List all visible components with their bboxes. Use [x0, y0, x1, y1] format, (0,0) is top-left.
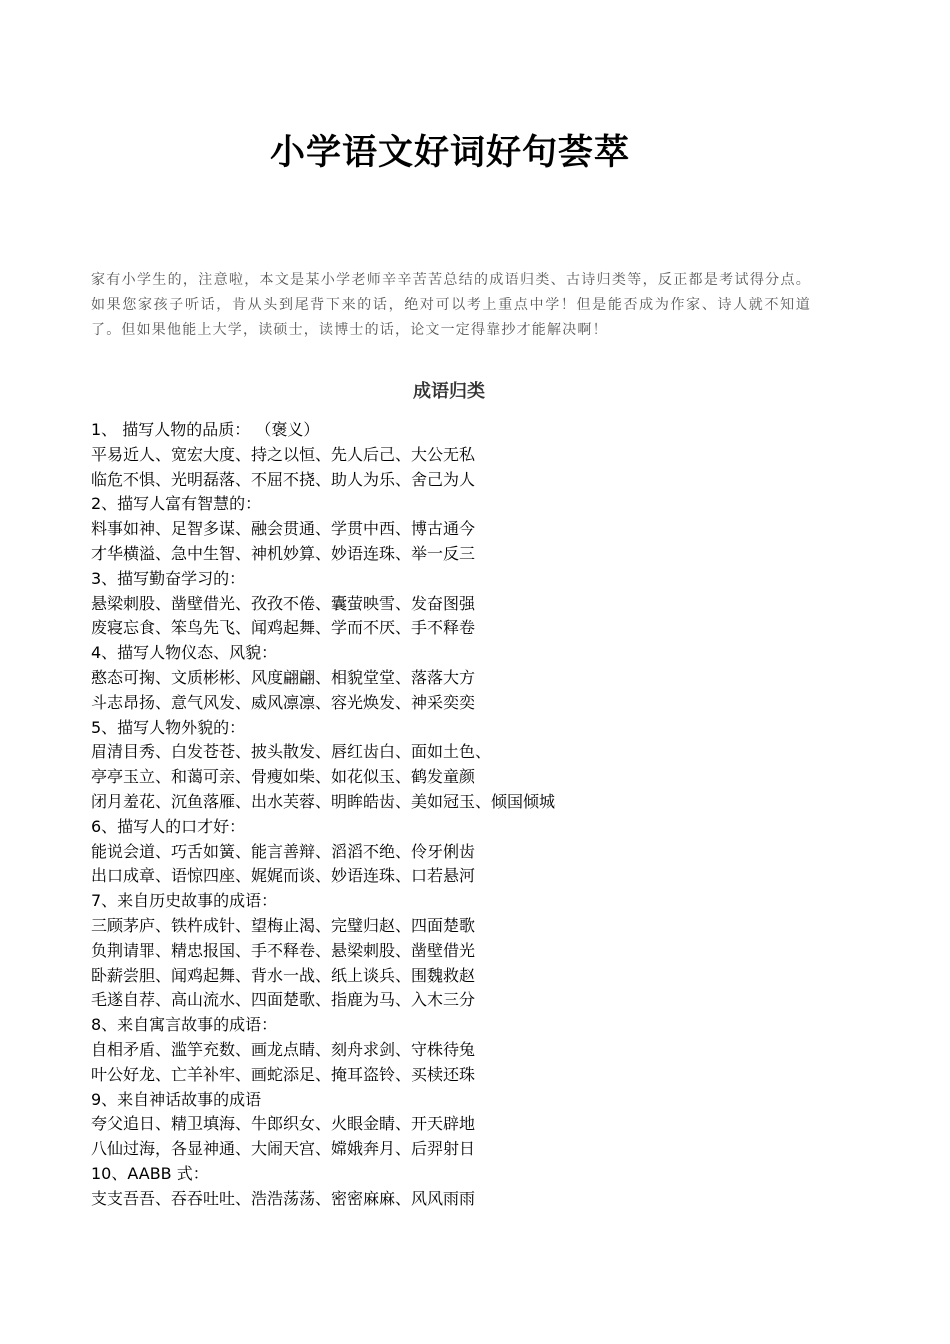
idiom-line: 闭月羞花、沉鱼落雁、出水芙蓉、明眸皓齿、美如冠玉、倾国倾城	[91, 791, 556, 811]
idiom-line: 叶公好龙、亡羊补牢、画蛇添足、掩耳盗铃、买椟还珠	[91, 1064, 476, 1084]
section-heading: 成语归类	[413, 381, 485, 402]
idiom-line: 临危不惧、光明磊落、不屈不挠、助人为乐、舍己为人	[91, 469, 476, 489]
category-heading: 9、来自神话故事的成语	[91, 1089, 262, 1109]
idiom-line: 三顾茅庐、铁杵成针、望梅止渴、完璧归赵、四面楚歌	[91, 915, 476, 935]
idiom-line: 能说会道、巧舌如簧、能言善辩、滔滔不绝、伶牙俐齿	[91, 841, 476, 861]
idiom-line: 八仙过海，各显神通、大闹天宫、嫦娥奔月、后羿射日	[91, 1139, 476, 1159]
idiom-line: 亭亭玉立、和蔼可亲、骨瘦如柴、如花似玉、鹤发童颜	[91, 767, 476, 787]
idiom-line: 才华横溢、急中生智、神机妙算、妙语连珠、举一反三	[91, 543, 476, 563]
idiom-line: 憨态可掬、文质彬彬、风度翩翩、相貌堂堂、落落大方	[91, 667, 476, 687]
idiom-line: 卧薪尝胆、闻鸡起舞、背水一战、纸上谈兵、围魏救赵	[91, 965, 476, 985]
idiom-line: 斗志昂扬、意气风发、威风凛凛、容光焕发、神采奕奕	[91, 692, 476, 712]
idiom-line: 废寝忘食、笨鸟先飞、闻鸡起舞、学而不厌、手不释卷	[91, 618, 476, 638]
idiom-line: 悬梁刺股、凿壁借光、孜孜不倦、囊萤映雪、发奋图强	[91, 593, 476, 613]
idiom-line: 料事如神、足智多谋、融会贯通、学贯中西、博古通今	[91, 519, 476, 539]
idiom-line: 毛遂自荐、高山流水、四面楚歌、指鹿为马、入木三分	[91, 990, 476, 1010]
idiom-category-list	[91, 418, 851, 1212]
document-title: 小学语文好词好句荟萃	[269, 133, 630, 173]
idiom-line: 负荆请罪、精忠报国、手不释卷、悬梁刺股、凿壁借光	[91, 940, 476, 960]
category-heading: 10、AABB 式：	[91, 1163, 209, 1183]
idiom-line: 夸父追日、精卫填海、牛郎织女、火眼金睛、开天辟地	[91, 1114, 476, 1134]
category-heading: 4、描写人物仪态、风貌：	[91, 643, 278, 663]
category-heading: 6、描写人的口才好：	[91, 816, 246, 836]
idiom-line: 眉清目秀、白发苍苍、披头散发、唇红齿白、面如土色、	[91, 742, 492, 762]
category-heading: 5、描写人物外貌的：	[91, 717, 246, 737]
idiom-line: 平易近人、宽宏大度、持之以恒、先人后己、大公无私	[91, 444, 476, 464]
category-heading: 3、描写勤奋学习的：	[91, 568, 246, 588]
idiom-line: 自相矛盾、滥竽充数、画龙点睛、刻舟求剑、守株待兔	[91, 1039, 476, 1059]
category-heading: 1、 描写人物的品质： （褒义）	[91, 420, 320, 439]
idiom-line: 出口成章、语惊四座、娓娓而谈、妙语连珠、口若悬河	[91, 866, 476, 886]
category-heading: 7、来自历史故事的成语：	[91, 891, 278, 911]
category-heading: 8、来自寓言故事的成语：	[91, 1015, 278, 1035]
category-heading: 2、描写人富有智慧的：	[91, 494, 262, 514]
idiom-line: 支支吾吾、吞吞吐吐、浩浩荡荡、密密麻麻、风风雨雨	[91, 1188, 476, 1208]
intro-paragraph: 家有小学生的，注意啦，本文是某小学老师辛辛苦苦总结的成语归类、古诗归类等，反正都是考试得分点。如果您家孩子听话，肯从头到尾背下来的话，绝对可以考上重点中学！但是能否成为作家、诗人就不知道了。但如果他能上大学，读硕士，读博士的话，论文一定得靠抄才能解决啊！	[91, 272, 811, 338]
